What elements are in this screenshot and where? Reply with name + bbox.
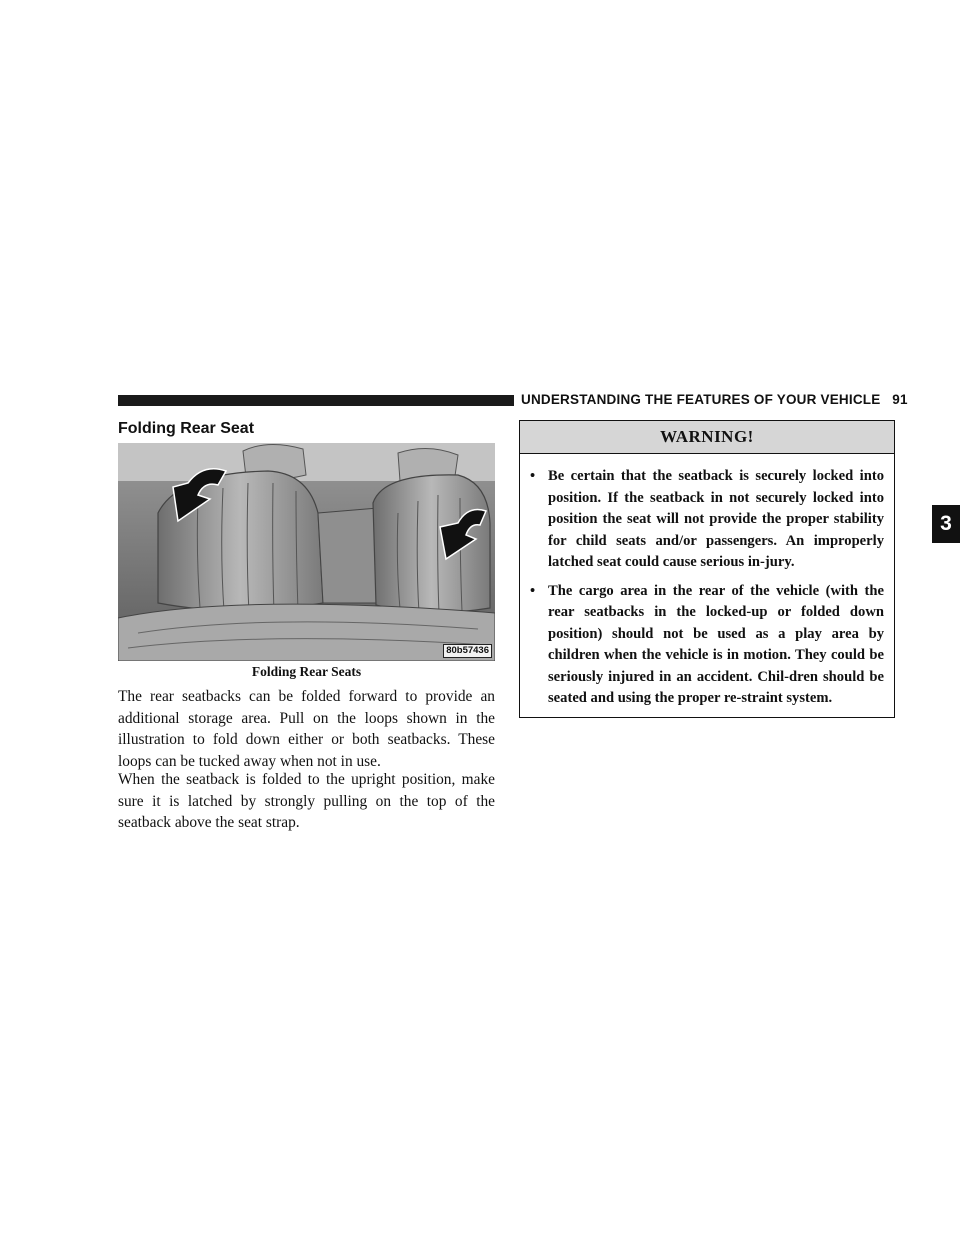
- section-title: Folding Rear Seat: [118, 420, 255, 437]
- warning-item: [530, 466, 884, 574]
- figure-caption: Folding Rear Seats: [251, 664, 362, 679]
- warning-item: [530, 581, 884, 710]
- bullet-icon: •: [530, 468, 536, 484]
- warning-box: [519, 420, 895, 718]
- page-number: 91: [892, 392, 908, 407]
- rear-seat-illustration: [118, 443, 495, 661]
- warning-list: [520, 454, 894, 710]
- header-rule: [118, 395, 514, 406]
- figure-code: 80b57436: [443, 644, 492, 658]
- warning-item-text: Be certain that the seatback is securely locked into position. If the seatback in not securely locked into position the seat will not provide the proper stability for child seats and/or passengers. An improperly latched seat could cause serious in-jury.: [548, 468, 884, 570]
- warning-item-text: The cargo area in the rear of the vehicle (with the rear seatbacks in the locked-up or folded down position) should not be used as a play area by children when the vehicle is in motion. They could be seriously injured in an accident. Chil-dren should be seated and using the proper re-straint system.: [548, 582, 884, 706]
- warning-heading: WARNING!: [520, 421, 894, 454]
- chapter-tab: 3: [932, 505, 960, 543]
- body-paragraph-2: When the seatback is folded to the upright position, make sure it is latched by strongly pulling on the top of the seatback above the seat strap.: [118, 771, 495, 831]
- body-paragraph-1: The rear seatbacks can be folded forward to provide an additional storage area. Pull on the loops shown in the illustration to fold down either or both seatbacks. These loops can be tucked away when not in use.: [118, 688, 495, 770]
- header-title: UNDERSTANDING THE FEATURES OF YOUR VEHICLE: [521, 392, 881, 407]
- running-header: [521, 392, 908, 407]
- rear-seat-photo: [118, 443, 495, 661]
- bullet-icon: •: [530, 582, 536, 599]
